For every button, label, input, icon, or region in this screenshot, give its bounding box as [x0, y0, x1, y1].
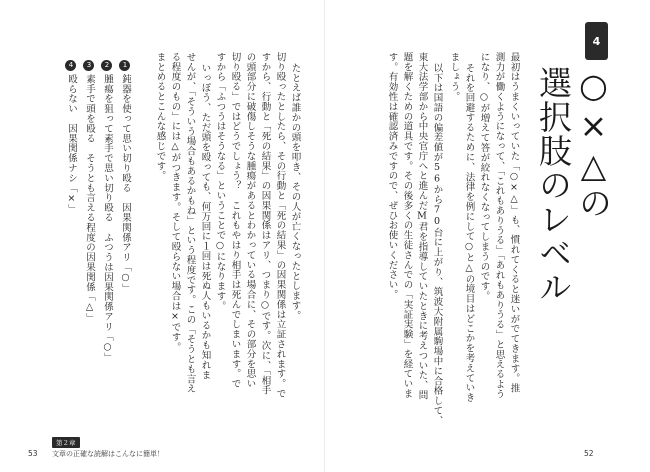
body-line: る程度のもの」には△がつきます。そして殴らない場合は×です。: [169, 52, 181, 352]
body-line: になり、○が増えて答が絞れなくなってしまうのです。: [478, 52, 490, 301]
chapter-number-badge: 4: [585, 22, 608, 60]
list-item-text: 腫瘍を狙って素手で思い切り殴る ふつうは因果関係アリ「○」: [102, 74, 113, 363]
list-number-badge: 1: [121, 61, 129, 70]
body-line: たとえば誰かの頭を叩き、その人が亡くなったとします。: [289, 63, 301, 321]
body-line: 切り殴る」ではどうでしょう？ これもやはり相手は死んでしまいます。で: [229, 52, 241, 389]
body-line: それを回避するために、法律を例にして○と△の境目はどこかを考えていき: [463, 63, 475, 403]
list-number-badge: 4: [67, 61, 75, 70]
list-item: [119, 60, 130, 293]
body-line: 最初はうまくいっていた「○×△」も、慣れてくると迷いがでてきます。推: [508, 52, 520, 394]
footer-book-section-title: 文章の正確な読解はこんなに簡単！: [52, 450, 164, 458]
list-item-text: 殴らない 因果関係ナシ「×」: [66, 74, 77, 215]
body-line: まとめるとこんな感じです。: [154, 52, 166, 181]
list-item-text: 鈍器を使って思い切り殴る 因果関係アリ「○」: [120, 74, 131, 294]
list-item: [83, 60, 94, 323]
body-line: 東大法学部から中央官庁へと進んだM君を指導していたときに考えついた、問: [416, 52, 428, 400]
list-item: [101, 60, 112, 363]
body-line: の頭部分に破傷しそうな腫瘍があるとわかっている場合に、その部分を思い: [244, 52, 256, 389]
body-line: 切り殴ったとしたら、その行動と「死の結果」の因果関係は立証されます。で: [274, 52, 286, 399]
list-number-badge: 2: [103, 61, 111, 70]
body-line: せんが、「そういう場合もあるかもね」という程度です。この「そうとも言え: [184, 52, 196, 394]
list-item-text: 素手で頭を殴る そうとも言える程度の因果関係「△」: [84, 74, 95, 323]
body-line: ましょう。: [448, 52, 460, 102]
section-title-line-1: ○×△の: [574, 66, 613, 220]
footer-chapter-label: 第２章: [52, 437, 80, 448]
body-line: いっぽう、ただ頭を殴っても、何万回に１回は死ぬ人もいるかも知れま: [199, 63, 211, 380]
list-number-badge: 3: [85, 61, 93, 70]
body-line: す。有効性は確認済みですので、ぜひお使いください。: [386, 52, 398, 300]
body-line: 以下は国語の偏差値が56から70台に上がり、筑波大附属駒場中に合格して、: [431, 63, 443, 426]
body-line: すから、行動と「死の結果」の因果関係はアリ、つまり○です。次に、「相手: [259, 52, 271, 396]
page-number-left: 53: [28, 449, 38, 458]
section-title-line-2: 選択肢のレベル: [534, 66, 573, 304]
page-divider: [324, 0, 325, 472]
body-line: すから「ふつうはそうなる」ということで○になります。: [214, 52, 226, 311]
page-number-right: 52: [584, 449, 594, 458]
list-item: [65, 60, 76, 214]
body-line: 測力が働くようになって、「これもありうる」「あれもありうる」と思えるよう: [493, 52, 505, 399]
body-line: 題を解くための道具です。その後多くの生徒さんでの「実証実験」を経ていま: [401, 52, 413, 399]
